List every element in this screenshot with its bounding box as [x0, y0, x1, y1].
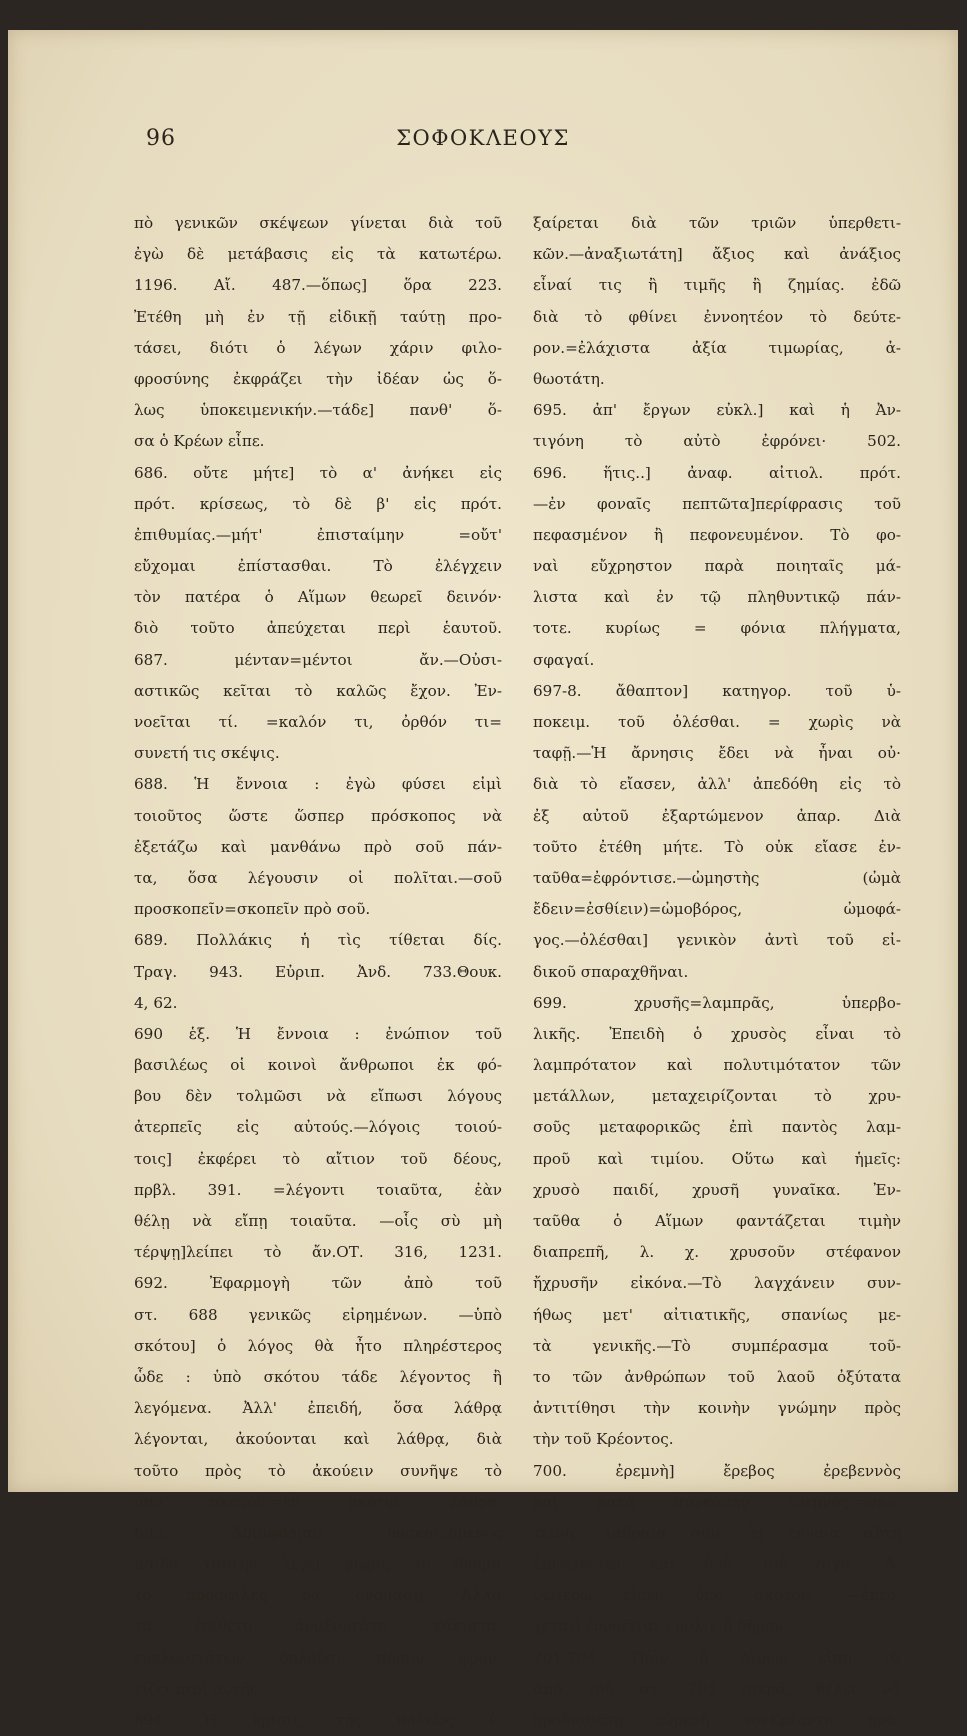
- text-line: γος.—ὀλέσθαι] γενικὸν ἀντὶ τοῦ εἰ-: [533, 931, 901, 950]
- book-page: [8, 30, 958, 1729]
- text-line: πεφασμένον ἢ πεφονευμένον. Τὸ φο-: [533, 525, 901, 544]
- text-line: δικοῦ σπαραχθῆναι.: [533, 962, 689, 981]
- text-line: ὑπὸ σκότου.=ἐν σκότῳ, λάθρᾳ.: [134, 1492, 502, 1511]
- text-line: ἐξετάζω καὶ μανθάνω πρὸ σοῦ πάν-: [134, 837, 502, 856]
- text-line: νοεῖται τί. =καλόν τι, ὀρθόν τι=: [134, 713, 502, 731]
- text-line: τοτε. κυρίως = φόνια πλήγματα,: [533, 619, 901, 638]
- text-line: βου δὲν τολμῶσι νὰ εἴπωσι λόγους: [134, 1087, 502, 1106]
- text-line: συνετή τις σκέψις.: [134, 744, 280, 763]
- text-line: προδιαθέσῃ εὐμενῆ τὸνΚρέοντα πρὸ-: [533, 1711, 901, 1729]
- text-line: το τῶν ἀνθρώπων τοῦ λαοῦ ὀξύτατα: [533, 1367, 901, 1386]
- text-line: προσκοπεῖν=σκοπεῖν πρὸ σοῦ.: [134, 900, 371, 919]
- text-line: μετάλλων, μεταχειρίζονται τὸ χρυ-: [533, 1087, 901, 1106]
- text-line: 696. ἥτις..] ἀναφ. αἰτιολ. πρότ.: [533, 463, 901, 482]
- text-line: 701-704. Πρὶν ὁ Αἵμων εἴπῃ τὰ: [533, 1648, 901, 1667]
- text-line: τέρψῃ]λείπει τὸ ἄν.ΟΤ. 316, 1231.: [134, 1243, 502, 1262]
- text-line: πρβλ. 391. =λέγοντι τοιαῦτα, ἐὰν: [134, 1180, 502, 1199]
- text-line: 1196. Αἴ. 487.—ὅπως] ὅρα 223.: [134, 276, 502, 295]
- left-column: [134, 208, 502, 1736]
- text-line: 690 ἑξ. Ἡ ἔννοια : ἐνώπιον τοῦ: [134, 1024, 502, 1043]
- text-line: πρότ. κρίσεως, τὸ δὲ β' εἰς πρότ.: [134, 494, 502, 513]
- text-line: 686. οὔτε μήτε] τὸ α' ἀνήκει εἰς: [134, 463, 502, 482]
- text-line: λεγόμενα. Ἀλλ' ἐπειδή, ὅσα λάθρᾳ: [134, 1399, 502, 1418]
- text-line: λικῆς. Ἐπειδὴ ὁ χρυσὸς εἶναι τὸ: [533, 1024, 901, 1043]
- text-line: τιγόνη τὸ αὐτὸ ἐφρόνει· 502.: [533, 432, 901, 451]
- text-line: τοις] ἐκφέρει τὸ αἴτιον τοῦ δέους,: [134, 1149, 502, 1168]
- text-line: ἤχρυσῆν εἰκόνα.—Τὸ λαγχάνειν συν-: [533, 1274, 901, 1293]
- text-line: βασιλέως οἱ κοινοὶ ἄνθρωποι ἐκ φό-: [134, 1056, 502, 1075]
- text-line: διὰ τὸ φθίνει ἐννοητέον τὸ δεύτε-: [533, 307, 901, 326]
- text-line: ἔδειν=ἐσθίειν)=ὠμοβόρος, ὠμοφά-: [533, 900, 901, 919]
- text-line: τοῦτο ἐτέθη μήτε. Τὸ οὐκ εἴασε ἐν-: [533, 837, 901, 856]
- text-line: ἀντιτίθησι τὴν κοινὴν γνώμην πρὸς: [533, 1399, 901, 1418]
- text-line: 700. ἐρεμνὴ] ἔρεβος ἐρεβεννὸς: [533, 1461, 901, 1480]
- text-line: ήθως μετ' αἰτιατικῆς, σπανίως με-: [533, 1305, 901, 1324]
- running-title: ΣΟΦΟΚΛΕΟΥΣ: [396, 126, 570, 150]
- text-line: ταφῇ.—Ἡ ἄρνησις ἔδει νὰ ἦναι οὐ·: [533, 744, 901, 763]
- text-line: ξαίρεται διὰ τῶν τριῶν ὑπερθετι-: [533, 214, 901, 232]
- text-line: ποκειμ. τοῦ ὀλέσθαι. = χωρὶς νὰ: [533, 713, 901, 731]
- text-line: χρυσὸ παιδί, χρυσῆ γυναῖκα. Ἐν-: [533, 1180, 901, 1199]
- text-line: ἐπιτείνεται καὶ ὑπὸ τοῦ σῖγα. Ἀ-: [533, 1555, 901, 1574]
- text-line: διαπρεπῆ, λ. χ. χρυσοῦν στέφανον: [533, 1243, 901, 1262]
- text-line: ταῦθα=ἐφρόντισε.—ὠμηστὴς (ὠμὰ: [533, 868, 901, 887]
- text-line: παῖδα ταύτην λέγει χωρὶς τὸ ὄνομα: [134, 1555, 502, 1574]
- text-line: 688. Ἡ ἔννοια : ἐγὼ φύσει εἰμὶ: [134, 775, 502, 794]
- text-line: φροσύνης ἐκφράζει τὴν ἰδέαν ὡς ὅ-: [134, 369, 502, 388]
- text-line: ἐγὼ δὲ μετάβασις εἰς τὰ κατωτέρω.: [134, 245, 502, 264]
- text-line: εὐκλεεστάτων δηλοῦσι πόσον φρον-: [134, 1648, 502, 1667]
- text-line: κῶν.—ἀναξιωτάτη] ἄξιος καὶ ἀνάξιος: [533, 245, 901, 264]
- text-line: τὴν τοῦ Κρέοντος.: [533, 1430, 674, 1449]
- text-line: 689. Πολλάκις ἡ τὶς τίθεται δίς.: [134, 931, 502, 950]
- text-line: τὸ προσφιλὲς νὰ ὀνομάσῃ. Ἀλλὰ: [134, 1586, 502, 1605]
- text-line: τάσει, διότι ὁ λέγων χάριν φιλο-: [134, 338, 502, 357]
- text-line: τοιοῦτος ὥστε ὥσπερ πρόσκοπος νὰ: [134, 806, 502, 825]
- text-line: τα, ὅσα λέγουσιν οἱ πολῖται.—σοῦ: [134, 868, 502, 887]
- text-line: ἐπιθυμίας.—μήτ' ἐπισταίμην =οὔτ': [134, 525, 502, 544]
- text-line: 4, 62.: [134, 993, 178, 1012]
- text-line: χεται] ἐννοεῖται : πόλιν ἢ δῆμον.: [533, 1617, 789, 1636]
- text-line: θωοτάτη.: [533, 369, 605, 388]
- text-line: λαμπρότατον καὶ πολυτιμότατον τῶν: [533, 1056, 901, 1075]
- text-line: λέγονται, ἀκούονται καὶ λάθρᾳ, διὰ: [134, 1430, 502, 1449]
- text-line: ναὶ εὔχρηστον παρὰ ποιηταῖς μά-: [533, 557, 901, 576]
- text-line: τὰ ἐπίθετα ἀναξιωτάτη, κάκιστα,: [134, 1617, 502, 1636]
- text-line: ὧδε : ὑπὸ σκότου τάδε λέγοντος ἢ: [134, 1367, 502, 1386]
- text-line: θέλῃ νὰ εἴπῃ τοιαῦτα. —οἷς σὺ μὴ: [134, 1212, 502, 1230]
- text-line: στ. 688 γενικῶς εἰρημένων. —ὑπὸ: [134, 1305, 502, 1324]
- text-line: λιστα καὶ ἐν τῷ πληθυντικῷ πάν-: [533, 588, 901, 607]
- text-line: τοῦτο πρὸς τὸ ἀκούειν συνῆψε τὸ: [134, 1461, 502, 1480]
- text-line: λως ὑποκειμενικήν.—τάδε] πανθ' ὅ-: [134, 401, 502, 420]
- text-line: νωτέρω εἶπεν ὑπὸ σκότου. —ἐπέρ-: [533, 1586, 901, 1605]
- text-line: τὸν πατέρα ὁ Αἵμων θεωρεῖ δεινόν·: [134, 588, 502, 607]
- text-line: καὶ κατὰ συγκοπὴν ἐρεμνός.=σκο-: [533, 1492, 901, 1511]
- text-line: 697-8. ἄθαπτον] κατηγορ. τοῦ ὑ-: [533, 681, 901, 700]
- text-line: τεινή, λαθραία σου. Ἡ ἔννοια αὕτη: [533, 1523, 901, 1542]
- text-line: ἐξ αὐτοῦ ἐξαρτώμενον ἀπαρ. Διὰ: [533, 806, 901, 825]
- text-line: Τραγ. 943. Εὐριπ. Ἀνδ. 733.Θουκ.: [134, 962, 502, 981]
- text-line: ρον.=ἐλάχιστα ἀξία τιμωρίας, ἀ-: [533, 338, 901, 357]
- text-line: προῦ καὶ τιμίου. Οὕτω καὶ ἡμεῖς:: [533, 1149, 901, 1168]
- text-line: σκότου] ὁ λόγος θὰ ἦτο πληρέστερος: [134, 1336, 502, 1355]
- page-number: 96: [146, 126, 176, 151]
- text-line: ἀτερπεῖς εἰς αὐτούς.—λόγοις τοιού-: [134, 1118, 502, 1137]
- right-column: [533, 208, 901, 1736]
- text-line: εὔχομαι ἐπίστασθαι. Τὸ ἐλέγχειν: [134, 557, 502, 576]
- text-line: ταῦθα ὁ Αἵμων φαντάζεται τιμὴν: [533, 1212, 901, 1230]
- text-line: 699. χρυσῆς=λαμπρᾶς, ὑπερβο-: [533, 993, 901, 1012]
- text-line: διὸ τοῦτο ἀπεύχεται περὶ ἑαυτοῦ.: [134, 619, 502, 638]
- text-line: σοῦς μεταφορικῶς ἐπὶ παντὸς λαμ-: [533, 1118, 901, 1137]
- text-line: 692. Ἐφαρμογὴ τῶν ἀπὸ τοῦ: [134, 1274, 502, 1293]
- text-line: αστικῶς κεῖται τὸ καλῶς ἔχον. Ἐν-: [134, 681, 502, 700]
- text-line: 695. ἀπ' ἔργων εὐκλ.] καὶ ἡ Ἀν-: [533, 401, 901, 420]
- text-line: τίζει περὶ αὐτῆς.: [134, 1679, 264, 1698]
- text-line: πὸ γενικῶν σκέψεων γίνεται διὰ τοῦ: [134, 214, 502, 232]
- text-line: τὰ γενικῆς.—Τὸ συμπέρασμα τοῦ-: [533, 1336, 901, 1355]
- text-line: 694. Ἡ κρίσις τῆς πόλεως ἐ-: [134, 1711, 502, 1729]
- text-line: —ἐν φοναῖς πεπτῶτα]περίφρασις τοῦ: [533, 494, 901, 513]
- text-line: 693. Ἀδιαφορίαν ὑποκρινόμενος: [134, 1523, 502, 1542]
- text-line: εἶναί τις ἢ τιμῆς ἢ ζημίας. ἐδῶ: [533, 276, 901, 295]
- text-line: 687. μένταν=μέντοι ἄν.—Οὐσι-: [134, 650, 502, 669]
- text-line: Ἐτέθη μὴ ἐν τῇ εἰδικῇ ταύτῃ προ-: [134, 307, 502, 326]
- text-line: σφαγαί.: [533, 650, 595, 669]
- text-line: σα ὁ Κρέων εἶπε.: [134, 432, 265, 451]
- text-line: διὰ τὸ εἴασεν, ἀλλ' ἀπεδόθη εἰς τὸ: [533, 775, 901, 794]
- text-line: ἀπὸ τοῦ στ. 705 πικρά, θέλει νὰ: [533, 1679, 901, 1698]
